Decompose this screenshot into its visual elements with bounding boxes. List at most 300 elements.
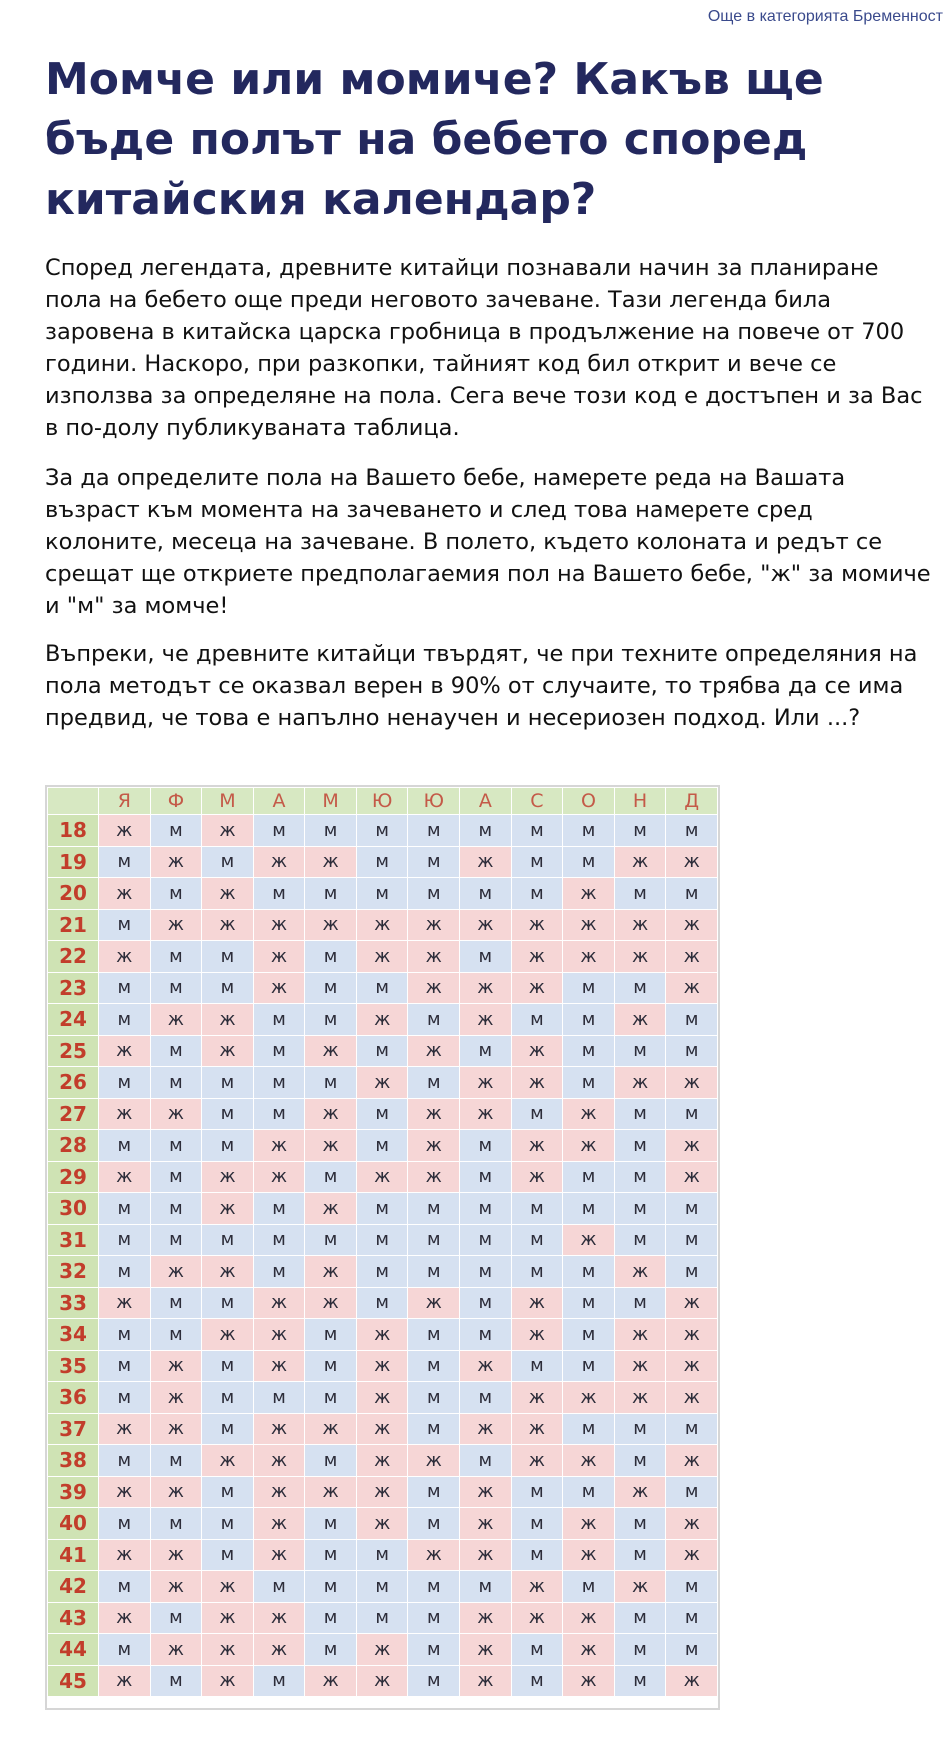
age-cell: 19 [48,846,99,878]
calendar-body [48,815,718,1697]
gender-cell: ж [563,1634,615,1666]
gender-cell: ж [614,909,666,941]
gender-cell: ж [563,1602,615,1634]
gender-cell: м [511,1224,563,1256]
gender-cell: м [202,1476,254,1508]
gender-cell: м [460,1382,512,1414]
gender-cell: ж [614,1067,666,1099]
gender-cell: ж [202,1445,254,1477]
gender-cell: м [356,1571,408,1603]
gender-cell: ж [99,1098,151,1130]
gender-cell: ж [150,1634,202,1666]
gender-cell: ж [666,1539,718,1571]
gender-cell: ж [253,972,305,1004]
gender-cell: м [253,1004,305,1036]
table-row [48,941,718,973]
gender-cell: м [614,878,666,910]
gender-cell: м [150,878,202,910]
gender-cell: ж [305,846,357,878]
chinese-gender-calendar [45,785,720,1710]
gender-cell: м [150,1130,202,1162]
gender-cell: ж [356,941,408,973]
gender-cell: м [511,846,563,878]
gender-cell: ж [253,1130,305,1162]
gender-cell: ж [460,972,512,1004]
gender-cell: м [150,1445,202,1477]
gender-cell: ж [666,1350,718,1382]
calendar-corner-cell [48,788,99,815]
gender-cell: м [460,1319,512,1351]
table-row [48,1508,718,1540]
gender-cell: м [150,1602,202,1634]
gender-cell: м [563,1413,615,1445]
gender-cell: ж [99,878,151,910]
month-header: Н [614,788,666,815]
gender-cell: м [253,1256,305,1288]
gender-cell: ж [99,1602,151,1634]
article-paragraph-1: Според легендата, древните китайци познавали начин за планиране пола на бебето още преди неговото зачеване. Тази легенда била заровена в китайска царска гробница в продължение на повече от 700 години. Наскоро, при разкопки, тайният код бил открит и вече се използва за определяне на пола. Сега вече този код е достъпен и за Вас в по-долу публикуваната таблица. [45,255,923,441]
gender-cell: м [202,1287,254,1319]
gender-cell: м [408,1350,460,1382]
article-title: Момче или момиче? Какъв ще бъде полът на бебето според китайския календар? [45,54,824,225]
age-cell: 27 [48,1098,99,1130]
month-header: А [253,788,305,815]
gender-cell: м [99,1382,151,1414]
gender-cell: м [99,909,151,941]
gender-cell: ж [460,1634,512,1666]
gender-cell: ж [563,1445,615,1477]
gender-cell: м [356,1602,408,1634]
gender-cell: ж [666,941,718,973]
gender-cell: ж [253,941,305,973]
gender-cell: ж [305,1035,357,1067]
gender-cell: м [666,878,718,910]
gender-cell: ж [356,1319,408,1351]
table-row [48,1161,718,1193]
gender-cell: ж [305,1476,357,1508]
gender-cell: м [202,1382,254,1414]
gender-cell: ж [305,1256,357,1288]
gender-cell: ж [202,1004,254,1036]
gender-cell: м [511,815,563,847]
gender-cell: м [614,1193,666,1225]
gender-cell: м [408,1256,460,1288]
gender-cell: м [408,1634,460,1666]
gender-cell: ж [460,1004,512,1036]
gender-cell: м [356,1098,408,1130]
gender-cell: м [408,1508,460,1540]
age-cell: 42 [48,1571,99,1603]
gender-cell: м [356,1287,408,1319]
gender-cell: м [460,1287,512,1319]
gender-cell: м [614,1602,666,1634]
gender-cell: м [511,1350,563,1382]
age-cell: 45 [48,1665,99,1697]
age-cell: 37 [48,1413,99,1445]
gender-cell: м [563,1193,615,1225]
gender-cell: м [408,878,460,910]
age-cell: 41 [48,1539,99,1571]
gender-cell: м [150,1319,202,1351]
gender-cell: м [408,1476,460,1508]
gender-cell: м [666,1004,718,1036]
gender-cell: м [460,1130,512,1162]
gender-cell: ж [563,1508,615,1540]
gender-cell: м [511,878,563,910]
gender-cell: ж [150,1382,202,1414]
gender-cell: ж [99,1413,151,1445]
gender-cell: м [563,1319,615,1351]
gender-cell: м [614,815,666,847]
gender-cell: м [253,1098,305,1130]
gender-cell: м [666,1476,718,1508]
gender-cell: ж [150,909,202,941]
gender-cell: м [460,1161,512,1193]
gender-cell: м [511,1098,563,1130]
table-row [48,1319,718,1351]
gender-cell: ж [511,909,563,941]
gender-cell: ж [99,1161,151,1193]
gender-cell: ж [460,1539,512,1571]
month-header: Ю [356,788,408,815]
gender-cell: ж [202,1319,254,1351]
gender-cell: м [563,1571,615,1603]
gender-cell: ж [666,1319,718,1351]
gender-cell: м [202,1067,254,1099]
gender-cell: м [563,1067,615,1099]
gender-cell: м [356,1130,408,1162]
gender-cell: м [666,1224,718,1256]
gender-cell: м [305,1067,357,1099]
gender-cell: м [253,815,305,847]
gender-cell: м [356,1035,408,1067]
gender-cell: ж [460,1508,512,1540]
calendar-header-row [48,788,718,815]
age-cell: 30 [48,1193,99,1225]
gender-cell: м [356,846,408,878]
gender-cell: ж [253,1350,305,1382]
gender-cell: м [305,1350,357,1382]
gender-cell: ж [511,1445,563,1477]
gender-cell: ж [253,1161,305,1193]
gender-cell: м [99,846,151,878]
gender-cell: м [253,1067,305,1099]
gender-cell: м [511,1539,563,1571]
gender-cell: ж [614,1476,666,1508]
gender-cell: ж [99,1539,151,1571]
gender-cell: м [150,1035,202,1067]
gender-cell: ж [511,1319,563,1351]
gender-cell: ж [460,1602,512,1634]
gender-cell: м [202,1508,254,1540]
gender-cell: м [305,1602,357,1634]
gender-cell: м [305,1571,357,1603]
gender-cell: ж [408,1035,460,1067]
gender-cell: м [666,1602,718,1634]
gender-cell: ж [511,1602,563,1634]
gender-cell: ж [563,1098,615,1130]
gender-cell: ж [460,1476,512,1508]
gender-cell: ж [563,1665,615,1697]
gender-cell: ж [356,1350,408,1382]
gender-cell: ж [666,909,718,941]
gender-cell: ж [408,1445,460,1477]
table-row [48,972,718,1004]
gender-cell: ж [511,941,563,973]
gender-cell: м [99,1256,151,1288]
gender-cell: ж [253,1508,305,1540]
gender-cell: ж [460,1665,512,1697]
gender-cell: м [99,1571,151,1603]
gender-cell: ж [202,1665,254,1697]
gender-cell: м [563,1287,615,1319]
gender-cell: ж [614,846,666,878]
age-cell: 26 [48,1067,99,1099]
gender-cell: м [305,1539,357,1571]
gender-cell: м [305,1319,357,1351]
table-row [48,1413,718,1445]
gender-cell: м [202,1413,254,1445]
gender-cell: м [408,1193,460,1225]
gender-cell: ж [408,909,460,941]
gender-cell: м [99,1319,151,1351]
gender-cell: м [666,1413,718,1445]
gender-cell: м [150,1193,202,1225]
gender-cell: м [150,972,202,1004]
gender-cell: м [202,1224,254,1256]
gender-cell: ж [408,1287,460,1319]
gender-cell: ж [614,1350,666,1382]
gender-cell: ж [511,972,563,1004]
gender-cell: м [666,1256,718,1288]
gender-cell: м [99,1508,151,1540]
gender-cell: м [614,1413,666,1445]
gender-cell: м [305,1161,357,1193]
gender-cell: ж [305,1098,357,1130]
gender-cell: ж [511,1067,563,1099]
month-header: С [511,788,563,815]
gender-cell: м [305,1634,357,1666]
gender-cell: ж [305,1287,357,1319]
gender-cell: м [511,1476,563,1508]
gender-cell: м [614,1130,666,1162]
gender-cell: м [408,1319,460,1351]
gender-cell: ж [460,1067,512,1099]
gender-cell: м [563,1476,615,1508]
gender-cell: ж [356,1413,408,1445]
gender-cell: ж [356,1445,408,1477]
gender-cell: ж [305,1413,357,1445]
gender-cell: ж [253,1602,305,1634]
gender-cell: м [408,815,460,847]
age-cell: 33 [48,1287,99,1319]
gender-cell: ж [614,1571,666,1603]
gender-cell: м [253,1193,305,1225]
gender-cell: м [666,1634,718,1666]
gender-cell: ж [150,846,202,878]
gender-cell: ж [150,1476,202,1508]
gender-cell: м [460,941,512,973]
table-row [48,1350,718,1382]
gender-cell: ж [511,1571,563,1603]
gender-cell: м [305,878,357,910]
gender-cell: ж [563,1224,615,1256]
gender-cell: ж [150,1256,202,1288]
age-cell: 40 [48,1508,99,1540]
gender-cell: ж [99,1035,151,1067]
month-header: Я [99,788,151,815]
gender-cell: м [511,1193,563,1225]
article-paragraph-3: Въпреки, че древните китайци твърдят, че при техните определяния на пола методът се оказвал верен в 90% от случаите, то трябва да се има предвид, че това е напълно ненаучен и несериозен подход. Или ...? [45,641,918,731]
table-row [48,1224,718,1256]
month-header: М [305,788,357,815]
gender-cell: м [563,1004,615,1036]
month-header: Ф [150,788,202,815]
gender-cell: м [202,1350,254,1382]
gender-cell: ж [666,1130,718,1162]
gender-cell: м [666,1193,718,1225]
age-cell: 31 [48,1224,99,1256]
gender-cell: ж [408,1161,460,1193]
gender-cell: м [666,1035,718,1067]
gender-cell: м [150,1067,202,1099]
age-cell: 24 [48,1004,99,1036]
table-row [48,1634,718,1666]
gender-cell: ж [305,1665,357,1697]
gender-cell: м [408,1571,460,1603]
gender-cell: ж [253,1634,305,1666]
table-row [48,1193,718,1225]
gender-cell: м [253,1035,305,1067]
gender-cell: ж [460,846,512,878]
gender-cell: ж [202,1571,254,1603]
gender-cell: м [460,1445,512,1477]
gender-cell: м [563,972,615,1004]
gender-cell: ж [356,1476,408,1508]
age-cell: 20 [48,878,99,910]
gender-cell: м [305,1508,357,1540]
gender-cell: ж [202,1161,254,1193]
gender-cell: м [150,1665,202,1697]
table-row [48,1445,718,1477]
gender-cell: ж [99,941,151,973]
gender-cell: м [511,1665,563,1697]
gender-cell: м [460,878,512,910]
table-row [48,878,718,910]
gender-cell: м [99,1130,151,1162]
gender-cell: м [99,1193,151,1225]
table-row [48,1476,718,1508]
gender-cell: м [202,1130,254,1162]
gender-cell: ж [614,941,666,973]
gender-cell: ж [563,1382,615,1414]
gender-cell: ж [511,1413,563,1445]
gender-cell: м [614,1634,666,1666]
gender-cell: м [150,815,202,847]
gender-cell: ж [614,1004,666,1036]
gender-cell: м [150,941,202,973]
gender-cell: м [253,1224,305,1256]
age-cell: 44 [48,1634,99,1666]
gender-cell: м [253,1665,305,1697]
age-cell: 23 [48,972,99,1004]
table-row [48,1539,718,1571]
age-cell: 18 [48,815,99,847]
gender-cell: м [99,1350,151,1382]
gender-cell: ж [202,1193,254,1225]
table-row [48,1602,718,1634]
age-cell: 39 [48,1476,99,1508]
gender-cell: м [356,972,408,1004]
gender-cell: м [356,1256,408,1288]
gender-cell: м [614,1445,666,1477]
gender-cell: ж [408,972,460,1004]
gender-cell: ж [99,1287,151,1319]
table-row [48,1098,718,1130]
gender-cell: ж [202,1035,254,1067]
gender-cell: м [460,1035,512,1067]
gender-cell: м [305,1382,357,1414]
month-header: Ю [408,788,460,815]
gender-cell: ж [666,1445,718,1477]
gender-cell: ж [408,1130,460,1162]
category-link[interactable]: Още в категорията Бременност [707,8,943,25]
gender-cell: ж [99,1665,151,1697]
age-cell: 28 [48,1130,99,1162]
gender-cell: м [356,1224,408,1256]
gender-cell: ж [666,1287,718,1319]
gender-cell: м [614,1508,666,1540]
gender-cell: ж [202,1256,254,1288]
gender-cell: м [408,1224,460,1256]
gender-cell: м [253,878,305,910]
gender-cell: ж [150,1413,202,1445]
gender-cell: м [614,1098,666,1130]
gender-cell: ж [99,1476,151,1508]
gender-cell: ж [253,1413,305,1445]
gender-cell: ж [202,878,254,910]
gender-cell: м [460,1224,512,1256]
gender-cell: ж [563,1130,615,1162]
gender-cell: ж [666,1067,718,1099]
gender-cell: ж [614,1319,666,1351]
gender-cell: ж [356,1665,408,1697]
age-cell: 29 [48,1161,99,1193]
gender-cell: м [666,1571,718,1603]
gender-cell: м [202,972,254,1004]
gender-cell: м [202,1098,254,1130]
gender-cell: м [99,1445,151,1477]
gender-cell: ж [408,1098,460,1130]
gender-cell: ж [460,1350,512,1382]
age-cell: 22 [48,941,99,973]
gender-cell: ж [666,1382,718,1414]
gender-cell: ж [356,1634,408,1666]
gender-cell: м [99,1067,151,1099]
gender-cell: ж [150,1004,202,1036]
gender-cell: ж [666,1161,718,1193]
gender-cell: ж [356,1508,408,1540]
gender-cell: м [563,846,615,878]
table-row [48,1130,718,1162]
gender-cell: ж [511,1035,563,1067]
age-cell: 25 [48,1035,99,1067]
table-row [48,815,718,847]
gender-cell: ж [253,1539,305,1571]
gender-cell: м [408,1413,460,1445]
gender-cell: ж [253,1287,305,1319]
gender-cell: м [150,1161,202,1193]
